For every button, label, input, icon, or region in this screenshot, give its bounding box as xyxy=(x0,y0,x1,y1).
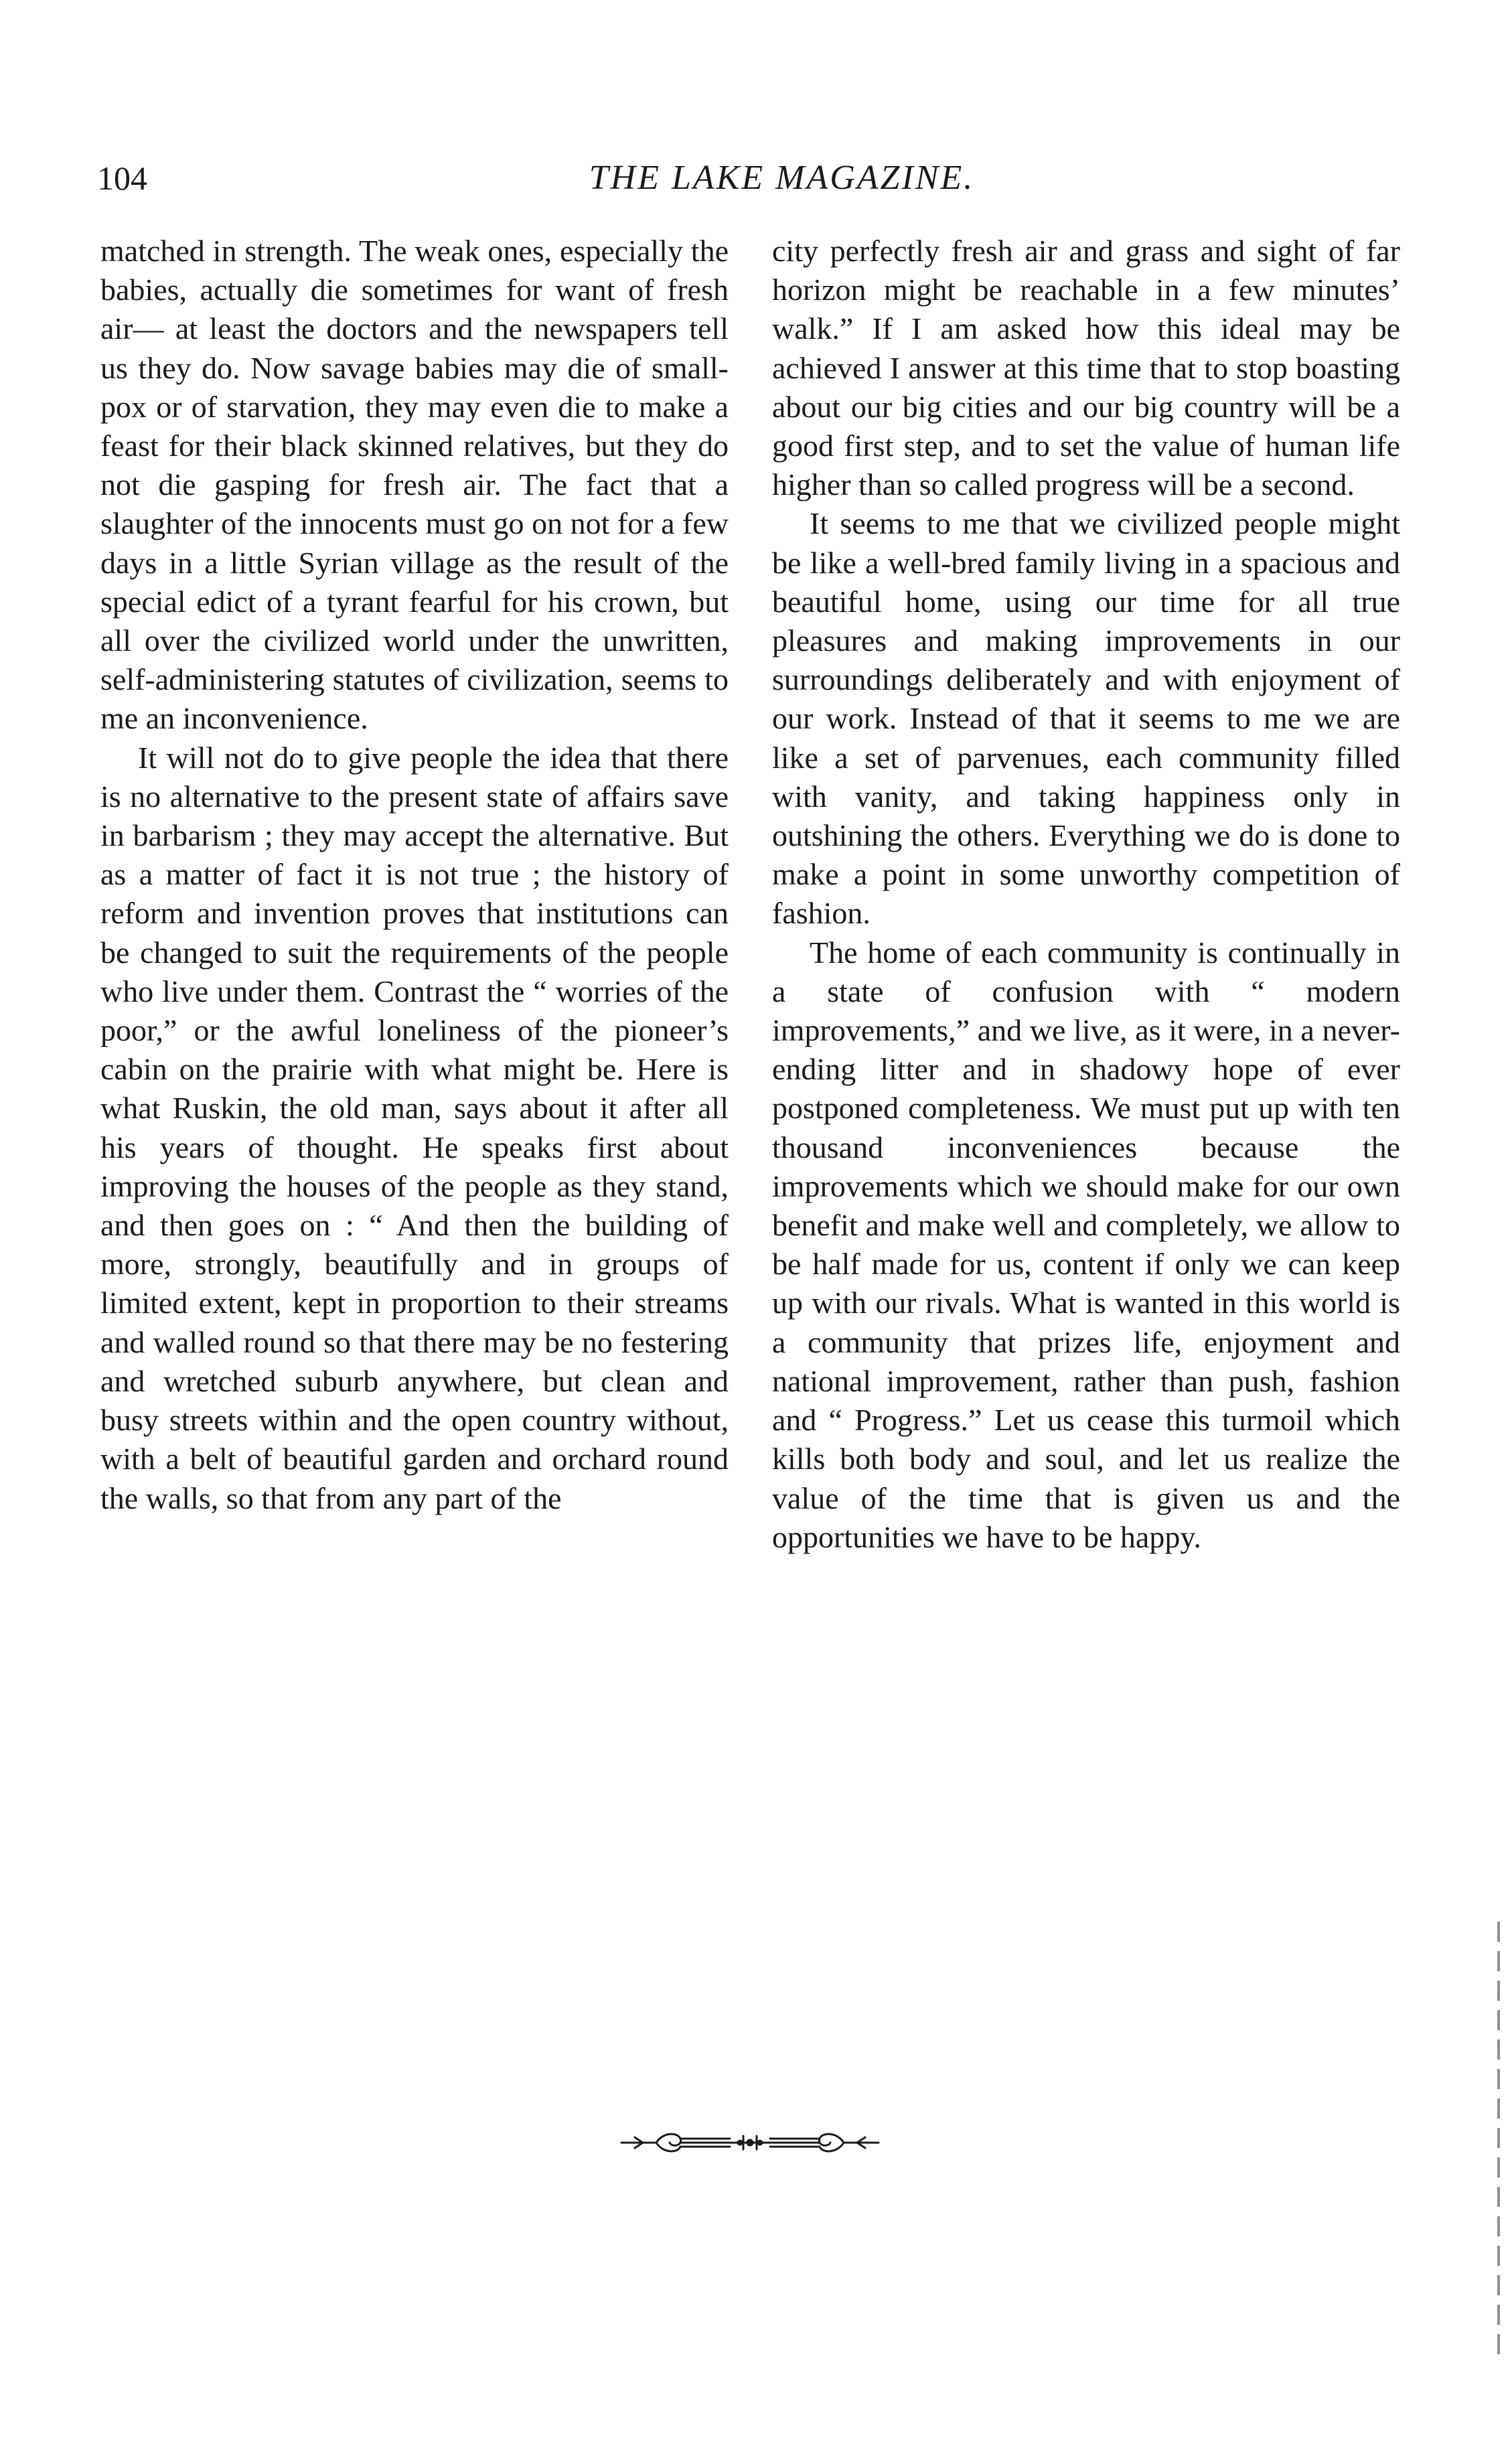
paragraph: It will not do to give people the idea that there is no alternative to the present state of affairs save in barbarism ; they may accept the alternative. But as a matter of fact it is not true ; the history of reform and invention proves that institutions can be changed to suit the requirements of the people who live under them. Contrast the “ worries of the poor,” or the awful loneliness of the pioneer’s cabin on the prairie with what might be. Here is what Ruskin, the old man, says about it after all his years of thought. He speaks first about improving the houses of the people as they stand, and then goes on : “ And then the building of more, strongly, beautifully and in groups of limited extent, kept in proportion to their streams and walled round so that there may be no festering and wretched suburb anywhere, but clean and busy streets within and the open country without, with a belt of beautiful garden and orchard round the walls, so that from any part of the xyxy=(100,740,729,1515)
page-header xyxy=(97,158,1393,212)
left-column xyxy=(100,232,729,1518)
paragraph: city perfectly fresh air and grass and sight of far horizon might be reachable in a few minutes’ walk.” If I am asked how this ideal may be achieved I answer at this time that to stop boasting about our big cities and our big country will be a good first step, and to set the value of human life higher than so called progress will be a second. xyxy=(772,234,1400,502)
decorative-flourish-icon xyxy=(616,2123,884,2163)
right-column xyxy=(772,232,1400,1557)
paragraph: matched in strength. The weak ones, especially the babies, actually die sometimes for want of fresh air— at least the doctors and the newspapers tell us they do. Now savage babies may die of small-pox or of starvation, they may even die to make a feast for their black skinned relatives, but they do not die gasping for fresh air. The fact that a slaughter of the innocents must go on not for a few days in a little Syrian village as the result of the special edict of a tyrant fearful for his crown, but all over the civilized world under the unwritten, self-administering statutes of civilization, seems to me an inconvenience. xyxy=(100,234,729,736)
paragraph: It seems to me that we civilized people might be like a well-bred family living in a spacious and beautiful home, using our time for all true pleasures and making improvements in our surroundings deliberately and with enjoyment of our work. Instead of that it seems to me we are like a set of parvenues, each community filled with vanity, and taking happiness only in outshining the others. Everything we do is done to make a point in some unworthy competition of fashion. xyxy=(772,506,1400,931)
page-edge-mark xyxy=(1497,1922,1500,2364)
paragraph: The home of each community is continually in a state of confusion with “ modern improvements,” and we live, as it were, in a never-ending litter and in shadowy hope of ever postponed completeness. We must put up with ten thousand inconveniences because the improvements which we should make for our own benefit and make well and completely, we allow to be half made for us, content if only we can keep up with our rivals. What is wanted in this world is a community that prizes life, enjoyment and national improvement, rather than push, fashion and “ Progress.” Let us cease this turmoil which kills both body and soul, and let us realize the value of the time that is given us and the opportunities we have to be happy. xyxy=(772,935,1400,1554)
page-number: 104 xyxy=(97,159,147,197)
running-title: THE LAKE MAGAZINE. xyxy=(589,159,975,197)
